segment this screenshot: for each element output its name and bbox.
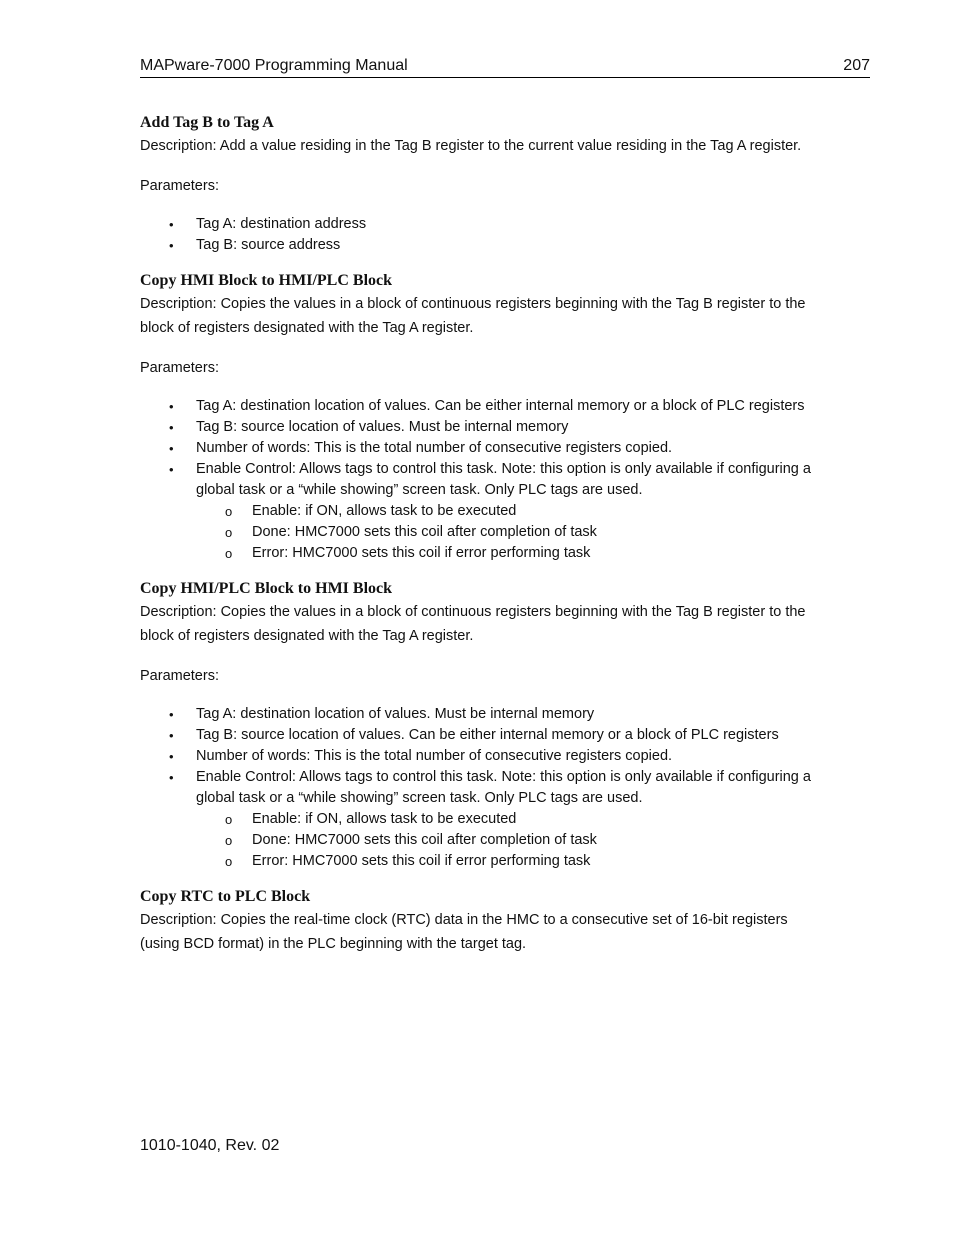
list-item-text: Number of words: This is the total number of consecutive registers copied. bbox=[196, 440, 673, 456]
sub-list-item bbox=[140, 501, 820, 522]
bullet-icon: • bbox=[169, 441, 174, 456]
circle-bullet-icon: o bbox=[225, 546, 233, 561]
bullet-icon: • bbox=[169, 707, 174, 722]
manual-title: MAPware-7000 Programming Manual bbox=[140, 57, 408, 74]
list-item-text: Tag A: destination location of values. Can be either internal memory or a block of PLC registers bbox=[196, 398, 805, 414]
list-item-text: Tag A: destination address bbox=[196, 216, 367, 232]
list-item-text: Tag B: source location of values. Can be either internal memory or a block of PLC registers bbox=[196, 727, 779, 743]
circle-bullet-icon: o bbox=[225, 812, 233, 827]
list-item bbox=[140, 235, 820, 256]
circle-bullet-icon: o bbox=[225, 504, 233, 519]
section-description: Description: Copies the values in a block of continuous registers beginning with the Tag B register to the block of registers designated with the Tag A register. bbox=[140, 604, 806, 644]
bullet-icon: • bbox=[169, 462, 174, 477]
list-item bbox=[140, 396, 820, 417]
bullet-icon: • bbox=[169, 217, 174, 232]
section-copy-rtc-to-plc-block bbox=[140, 886, 820, 956]
circle-bullet-icon: o bbox=[225, 854, 233, 869]
section-description: Description: Add a value residing in the Tag B register to the current value residing in the Tag A register. bbox=[140, 138, 802, 154]
list-item bbox=[140, 438, 820, 459]
section-heading: Add Tag B to Tag A bbox=[140, 114, 274, 131]
list-item-text: Enable Control: Allows tags to control this task. Note: this option is only available if configuring a global task or a “while showing” screen task. Only PLC tags are used. bbox=[196, 769, 811, 806]
sub-list-item-text: Error: HMC7000 sets this coil if error performing task bbox=[252, 545, 591, 561]
section-heading: Copy HMI Block to HMI/PLC Block bbox=[140, 272, 393, 289]
list-item bbox=[140, 214, 820, 235]
list-item-text: Tag A: destination location of values. Must be internal memory bbox=[196, 706, 595, 722]
circle-bullet-icon: o bbox=[225, 525, 233, 540]
page-number: 207 bbox=[843, 57, 870, 74]
list-item-text: Tag B: source location of values. Must be internal memory bbox=[196, 419, 569, 435]
page-footer: 1010-1040, Rev. 02 bbox=[140, 1137, 280, 1154]
list-item bbox=[140, 767, 820, 872]
page-header bbox=[140, 56, 870, 78]
list-item bbox=[140, 704, 820, 725]
sub-list-item-text: Enable: if ON, allows task to be executed bbox=[252, 503, 517, 519]
bullet-icon: • bbox=[169, 399, 174, 414]
section-add-tag-b-to-tag-a bbox=[140, 112, 820, 256]
bullet-icon: • bbox=[169, 770, 174, 785]
list-item bbox=[140, 725, 820, 746]
parameter-list bbox=[140, 214, 820, 256]
sub-list-item bbox=[140, 543, 820, 564]
sub-parameter-list bbox=[196, 501, 820, 564]
section-description: Description: Copies the values in a block of continuous registers beginning with the Tag B register to the block of registers designated with the Tag A register. bbox=[140, 296, 806, 336]
sub-list-item bbox=[140, 522, 820, 543]
sub-parameter-list bbox=[196, 809, 820, 872]
bullet-icon: • bbox=[169, 749, 174, 764]
sub-list-item-text: Done: HMC7000 sets this coil after completion of task bbox=[252, 524, 597, 540]
sub-list-item bbox=[140, 809, 820, 830]
parameters-label: Parameters: bbox=[140, 360, 219, 376]
sub-list-item-text: Enable: if ON, allows task to be executed bbox=[252, 811, 517, 827]
list-item bbox=[140, 746, 820, 767]
list-item bbox=[140, 459, 820, 564]
section-heading: Copy RTC to PLC Block bbox=[140, 888, 311, 905]
sub-list-item-text: Done: HMC7000 sets this coil after completion of task bbox=[252, 832, 597, 848]
list-item bbox=[140, 417, 820, 438]
section-heading: Copy HMI/PLC Block to HMI Block bbox=[140, 580, 393, 597]
section-copy-hmi-plc-block-to-hmi-block bbox=[140, 578, 820, 872]
list-item-text: Tag B: source address bbox=[196, 237, 341, 253]
list-item-text: Number of words: This is the total number of consecutive registers copied. bbox=[196, 748, 673, 764]
bullet-icon: • bbox=[169, 420, 174, 435]
sub-list-item bbox=[140, 830, 820, 851]
page-content bbox=[140, 112, 820, 956]
section-copy-hmi-block-to-hmi-plc-block bbox=[140, 270, 820, 564]
parameters-label: Parameters: bbox=[140, 668, 219, 684]
list-item-text: Enable Control: Allows tags to control this task. Note: this option is only available if configuring a global task or a “while showing” screen task. Only PLC tags are used. bbox=[196, 461, 811, 498]
bullet-icon: • bbox=[169, 728, 174, 743]
circle-bullet-icon: o bbox=[225, 833, 233, 848]
parameter-list bbox=[140, 704, 820, 872]
bullet-icon: • bbox=[169, 238, 174, 253]
sub-list-item bbox=[140, 851, 820, 872]
section-description: Description: Copies the real-time clock (RTC) data in the HMC to a consecutive set of 16-bit registers (using BCD format) in the PLC beginning with the target tag. bbox=[140, 912, 788, 952]
parameters-label: Parameters: bbox=[140, 178, 219, 194]
parameter-list bbox=[140, 396, 820, 564]
sub-list-item-text: Error: HMC7000 sets this coil if error performing task bbox=[252, 853, 591, 869]
